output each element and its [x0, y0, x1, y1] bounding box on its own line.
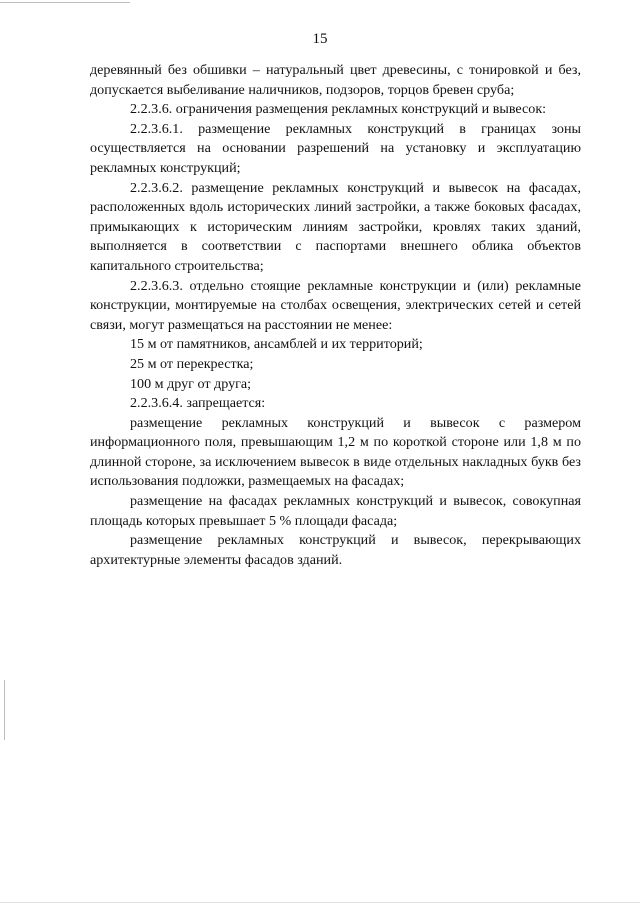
paragraph: деревянный без обшивки – натуральный цвет древесины, с тонировкой и без, допускается выбеливание наличников, подзоров, торцов бревен сруба; [90, 62, 581, 98]
document-body [90, 61, 581, 570]
list-item: 25 м от перекрестка; [130, 355, 254, 372]
paragraph: 2.2.3.6.4. запрещается: [130, 395, 266, 412]
paragraph: размещение рекламных конструкций и вывесок с размером информационного поля, превышающим 1,2 м по короткой стороне или 1,8 м по длинной стороне, за исключением вывесок в виде отдельных накладных букв без использования подложки, размещаемых на фасадах; [90, 414, 581, 490]
paragraph: размещение рекламных конструкций и вывесок, перекрывающих архитектурные элементы фасадов зданий. [90, 532, 581, 568]
scan-edge-bottom [0, 902, 640, 903]
paragraph: 2.2.3.6.1. размещение рекламных конструкций в границах зоны осуществляется на основании разрешений на установку и эксплуатацию рекламных конструкций; [90, 120, 581, 176]
paragraph: 2.2.3.6.2. размещение рекламных конструкций и вывесок на фасадах, расположенных вдоль исторических линий застройки, а также боковых фасадах, примыкающих к историческим линиям застройки, кровлях таких зданий, выполняется в соответствии с паспортами внешнего облика объектов капитального строительства; [90, 179, 581, 274]
page-number: 15 [312, 31, 328, 47]
paragraph: размещение на фасадах рекламных конструкций и вывесок, совокупная площадь которых превышает 5 % площади фасада; [90, 493, 581, 529]
list-item: 15 м от памятников, ансамблей и их территорий; [130, 336, 423, 353]
scan-edge-left [4, 680, 5, 740]
list-item: 100 м друг от друга; [130, 375, 252, 392]
paragraph: 2.2.3.6. ограничения размещения рекламных конструкций и вывесок: [130, 101, 547, 118]
scan-edge-top [0, 2, 130, 3]
paragraph: 2.2.3.6.3. отдельно стоящие рекламные конструкции и (или) рекламные конструкции, монтируемые на столбах освещения, электрических сетей и сетей связи, могут размещаться на расстоянии не менее: [90, 277, 581, 333]
